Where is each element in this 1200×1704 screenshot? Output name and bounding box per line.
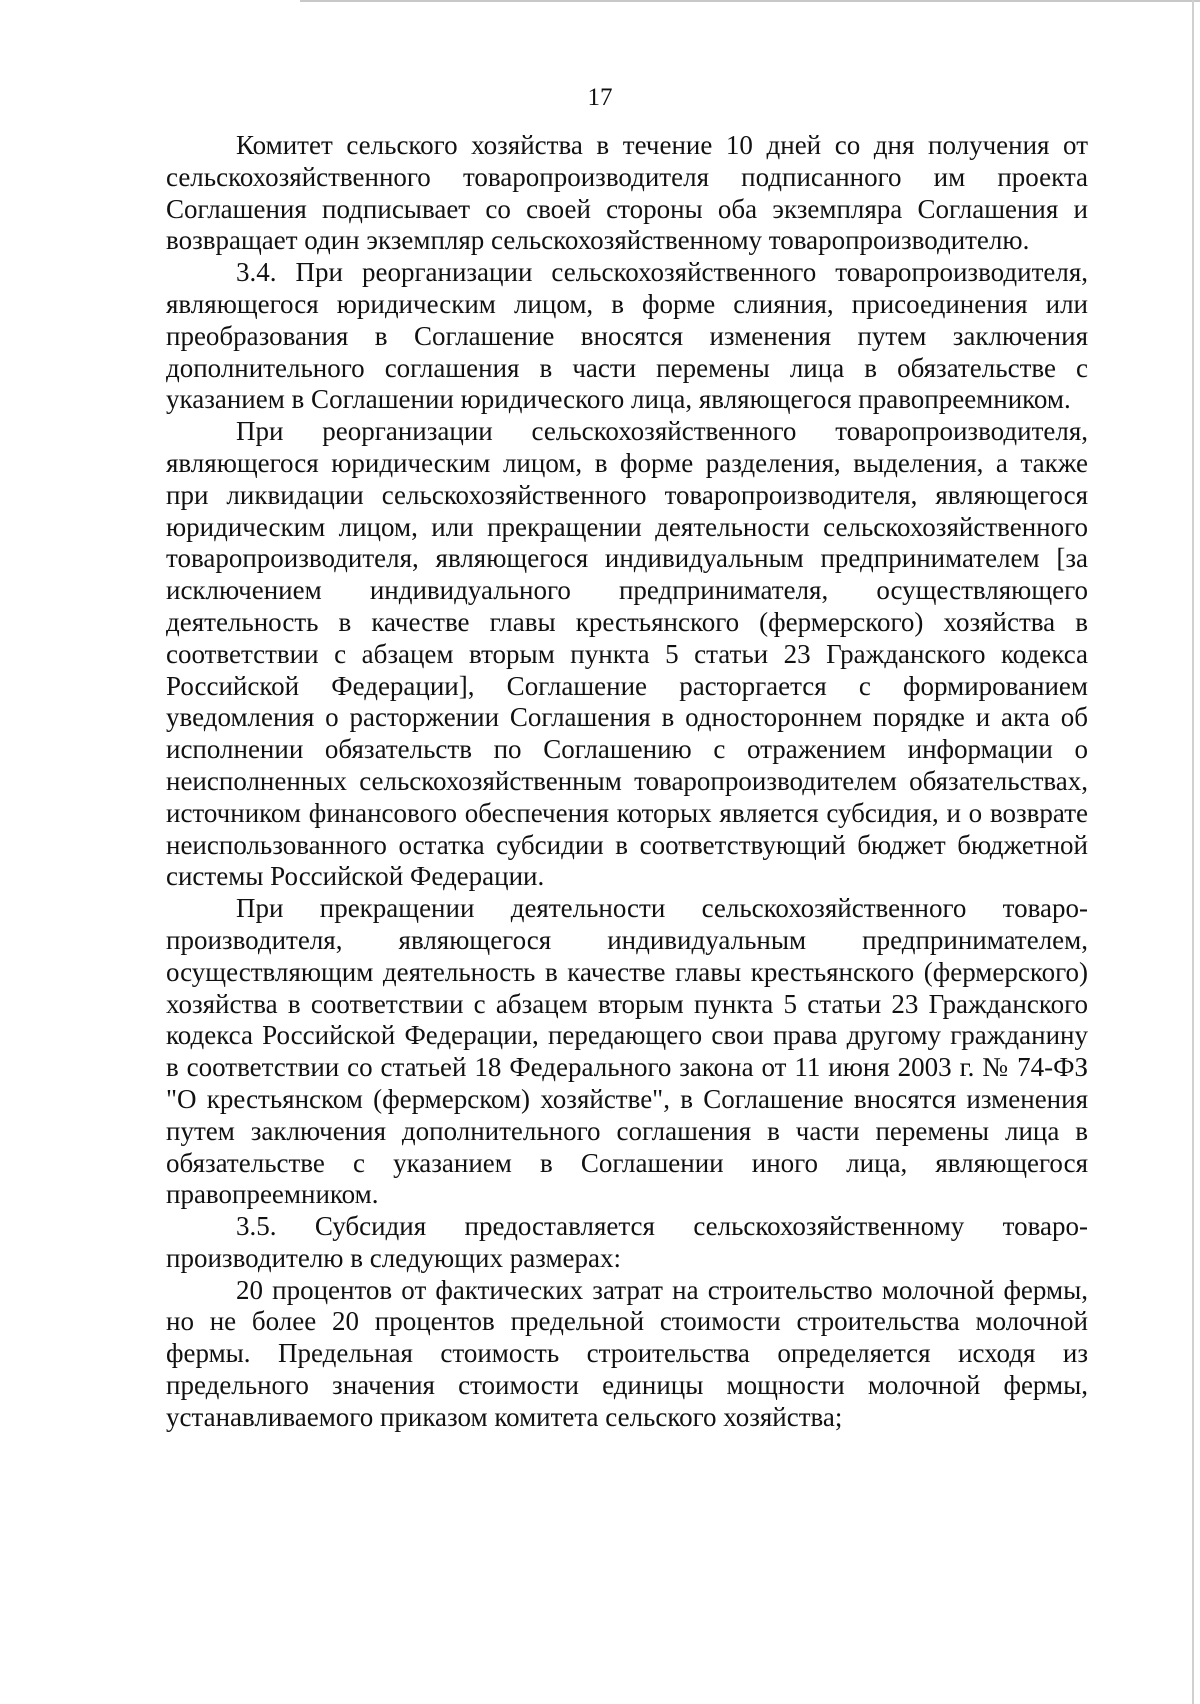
scan-top-edge [300, 0, 1200, 2]
paragraph-reorganization-division: При реорганизации сельскохозяйственного товаропроизводителя, являющегося юридическим лицом, в форме разделения, выделения, а также при ликвидации сельскохозяйственного товаропроизводителя, являющегося юридическим лицом, или прекращении деятельности сельскохозяйственного товаропроизводителя, являющегося индивидуальным предпринимателем [за исключением индивидуального предпринимателя, осуществляющего деятельность в качестве главы крестьянского (фермерского) хозяйства в соответствии с абзацем вторым пункта 5 статьи 23 Гражданского кодекса Российской Федерации], Соглашение расторгается с формированием уведомления о расторжении Соглашения в одностороннем порядке и акта об исполнении обязательств по Соглашению с отражением информации о неисполненных сельскохозяйственным товаропроизводителем обязательствах, источником финансового обеспечения которых является субсидия, и о возврате неиспользованного остатка субсидии в соответствующий бюджет бюджетной системы Российской Федерации. [166, 416, 1088, 892]
paragraph-3-5-subsidy-amounts: 3.5. Субсидия предоставляется сельскохозяйственному товаропроизводителю в следующих размерах: [166, 1211, 1088, 1273]
paragraph-committee-signing: Комитет сельского хозяйства в течение 10 дней со дня получения от сельскохозяйственного товаропроизводителя подписанного им проекта Соглашения подписывает со своей стороны оба экземпляра Соглашения и возвращает один экземпляр сельскохозяйственному товаропроизводителю. [166, 130, 1088, 256]
paragraph-dairy-farm-percent: 20 процентов от фактических затрат на строительство молочной фермы, но не более 20 процентов предельной стоимости строительства молочной фермы. Предельная стоимость строительства определяется исходя из предельного значения стоимости единицы мощности молочной фермы, устанавливаемого приказом комитета сельского хозяйства; [166, 1274, 1088, 1432]
document-body [166, 130, 1088, 1434]
page-number: 17 [587, 84, 613, 111]
paragraph-3-4-reorganization-merger: 3.4. При реорганизации сельскохозяйственного товаропроизводителя, являющегося юридическим лицом, в форме слияния, присоединения или преобразования в Соглашение вносятся изменения путем заключения дополнительного соглашения в части перемены лица в обязательстве с указанием в Соглашении юридического лица, являющегося правопреемником. [166, 257, 1088, 415]
scan-right-edge [1192, 0, 1194, 1704]
paragraph-farm-head-termination: При прекращении деятельности сельскохозяйственного товаропроизводителя, являющегося индивидуальным предпринимателем, осуществляющим деятельность в качестве главы крестьянского (фермерского) хозяйства в соответствии с абзацем вторым пункта 5 статьи 23 Гражданского кодекса Российской Федерации, передающего свои права другому гражданину в соответствии со статьей 18 Федерального закона от 11 июня 2003 г. № 74-ФЗ "О крестьянском (фермерском) хозяйстве", в Соглашение вносятся изменения путем заключения дополнительного соглашения в части перемены лица в обязательстве с указанием в Соглашении иного лица, являющегося правопреемником. [166, 893, 1088, 1210]
